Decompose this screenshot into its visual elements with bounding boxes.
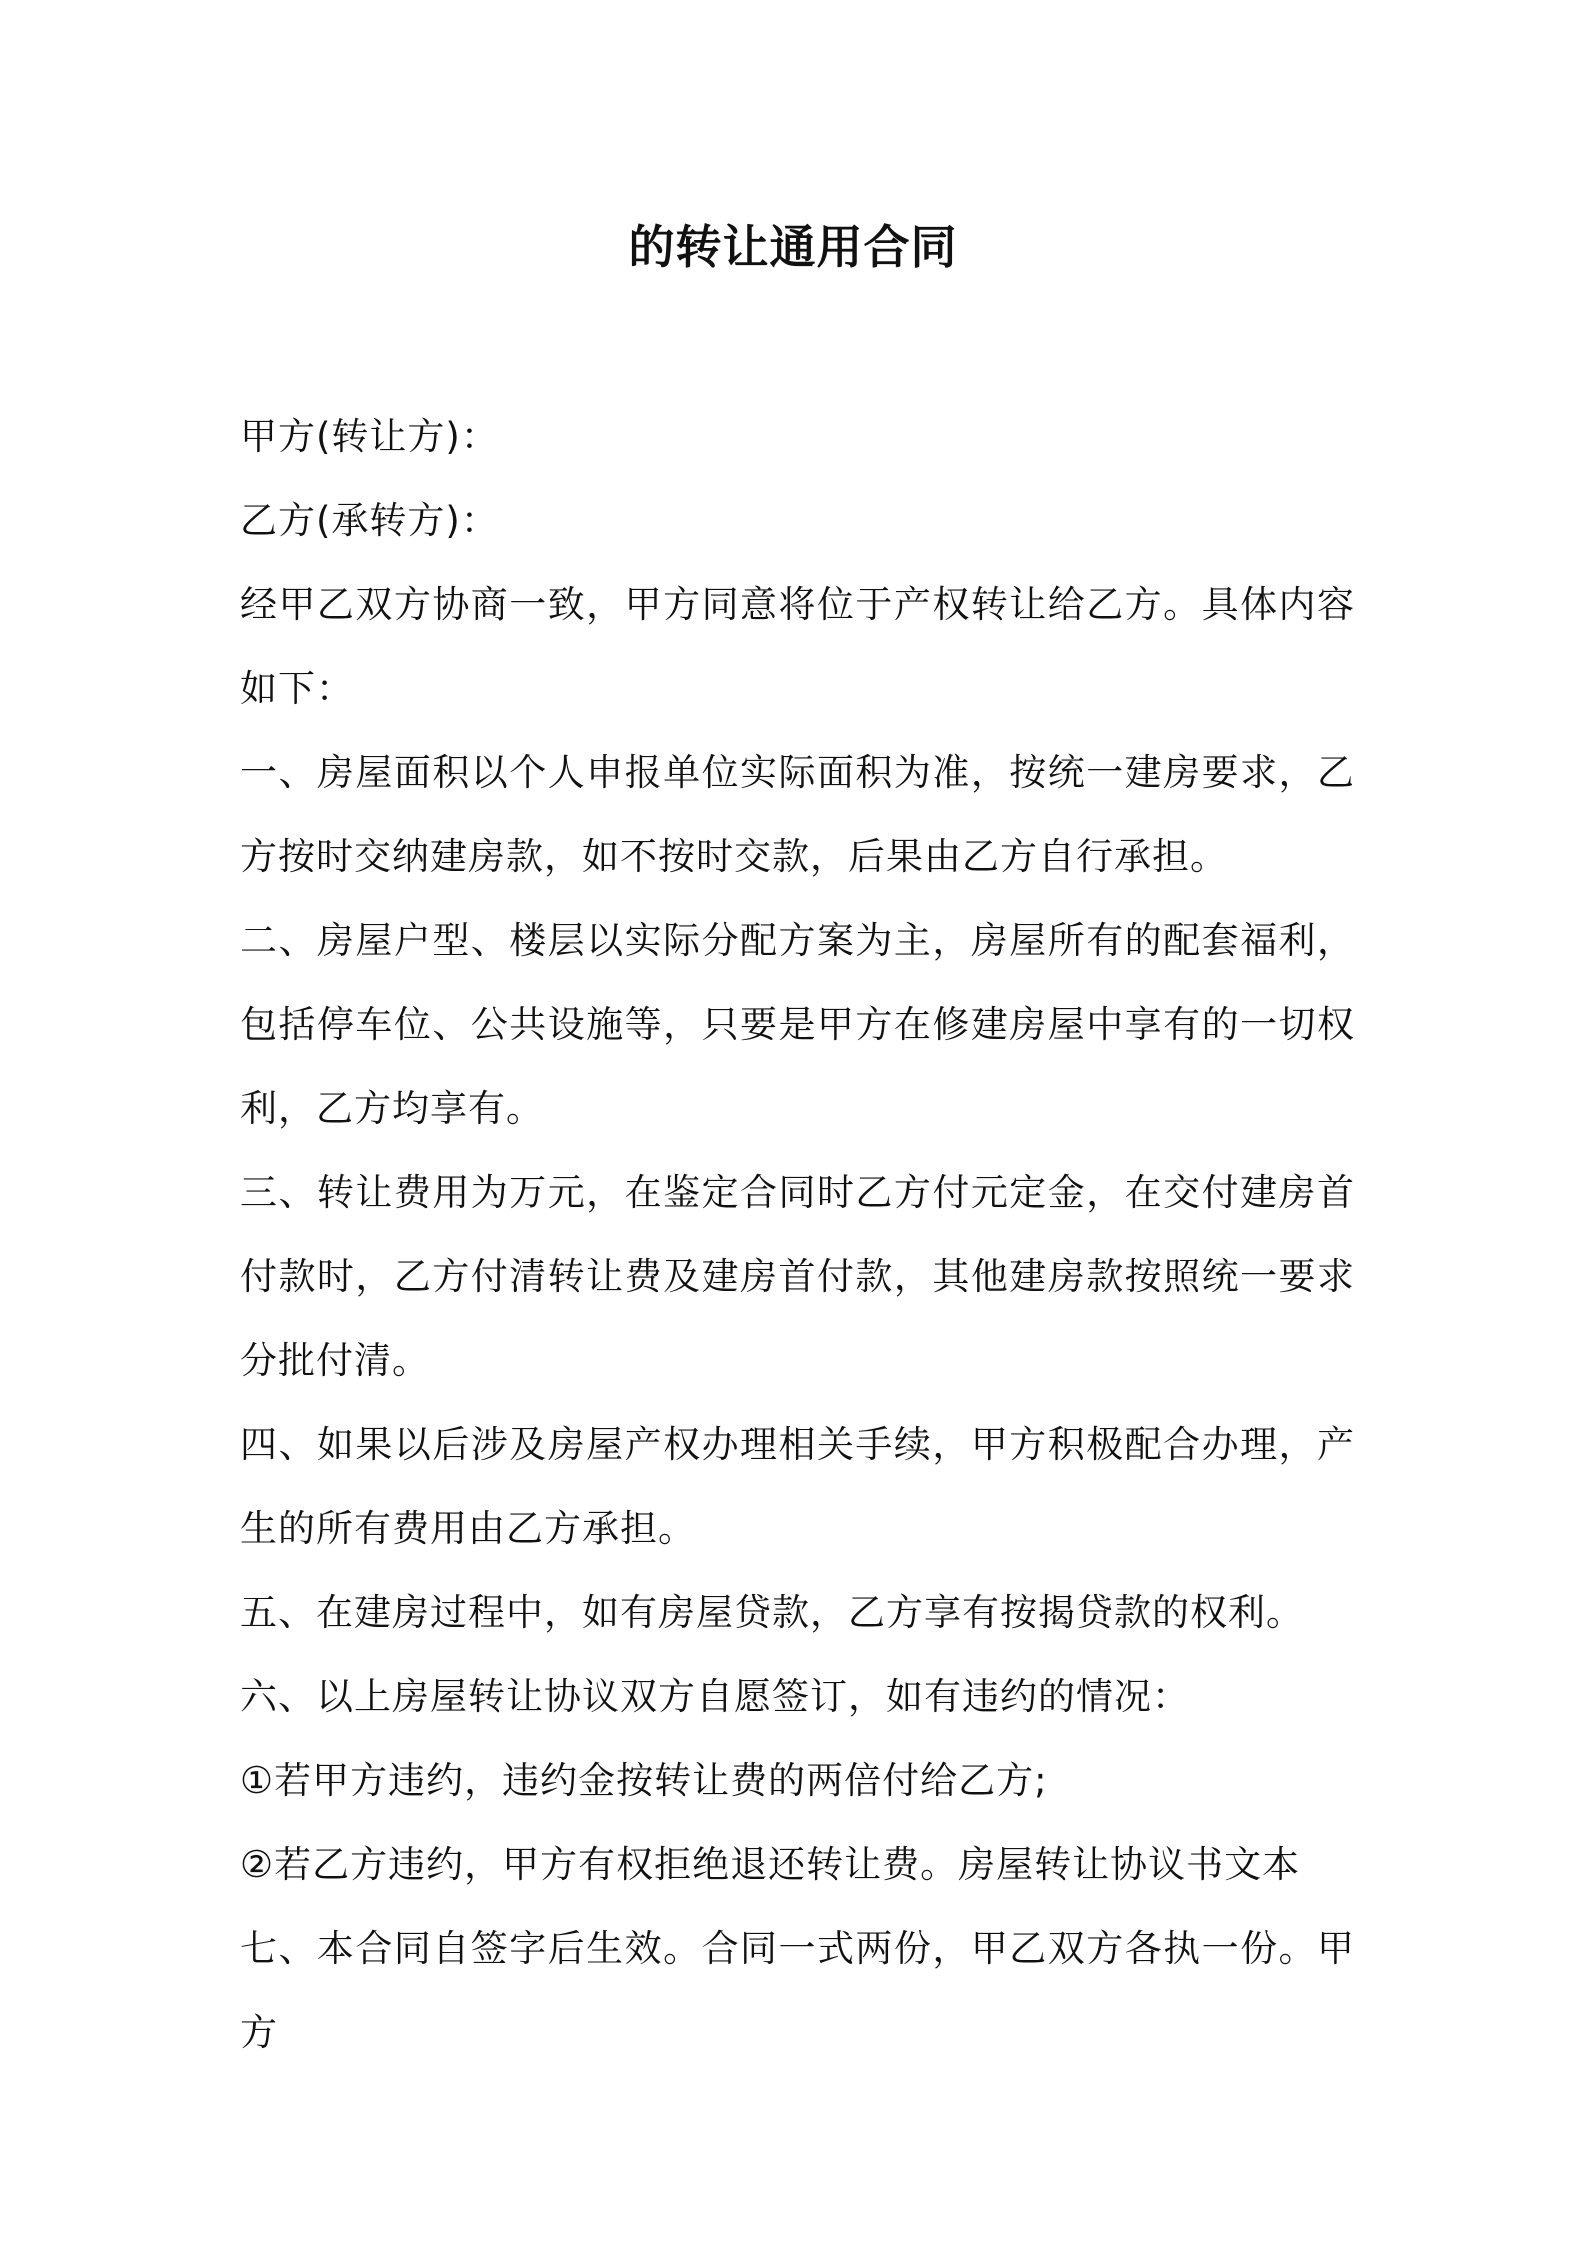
clause-3: 三、转让费用为万元，在鉴定合同时乙方付元定金，在交付建房首付款时，乙方付清转让费及建房首付款，其他建房款按照统一要求分批付清。 [240,1171,1355,1382]
clause-5: 五、在建房过程中，如有房屋贷款，乙方享有按揭贷款的权利。 [240,1591,1304,1634]
clause-1: 一、房屋面积以个人申报单位实际面积为准，按统一建房要求，乙方按时交纳建房款，如不按时交款，后果由乙方自行承担。 [240,751,1355,878]
document-body [240,395,1355,2075]
clause-4: 四、如果以后涉及房屋产权办理相关手续，甲方积极配合办理，产生的所有费用由乙方承担。 [240,1423,1355,1550]
clause-6: 六、以上房屋转让协议双方自愿签订，如有违约的情况： [240,1675,1190,1718]
clause-6-item-1: ①若甲方违约，违约金按转让费的两倍付给乙方; [240,1759,1048,1802]
clause-7: 七、本合同自签字后生效。合同一式两份，甲乙双方各执一份。甲方 [240,1927,1355,2054]
party-a-line: 甲方(转让方)： [240,415,499,458]
document-title: 的转让通用合同 [628,220,958,274]
clause-6-item-2: ②若乙方违约，甲方有权拒绝退还转让费。房屋转让协议书文本 [240,1843,1301,1886]
clause-2: 二、房屋户型、楼层以实际分配方案为主，房屋所有的配套福利，包括停车位、公共设施等，只要是甲方在修建房屋中享有的一切权利，乙方均享有。 [240,919,1355,1130]
intro-paragraph: 经甲乙双方协商一致，甲方同意将位于产权转让给乙方。具体内容如下： [240,583,1355,710]
party-b-line: 乙方(承转方)： [240,499,499,542]
